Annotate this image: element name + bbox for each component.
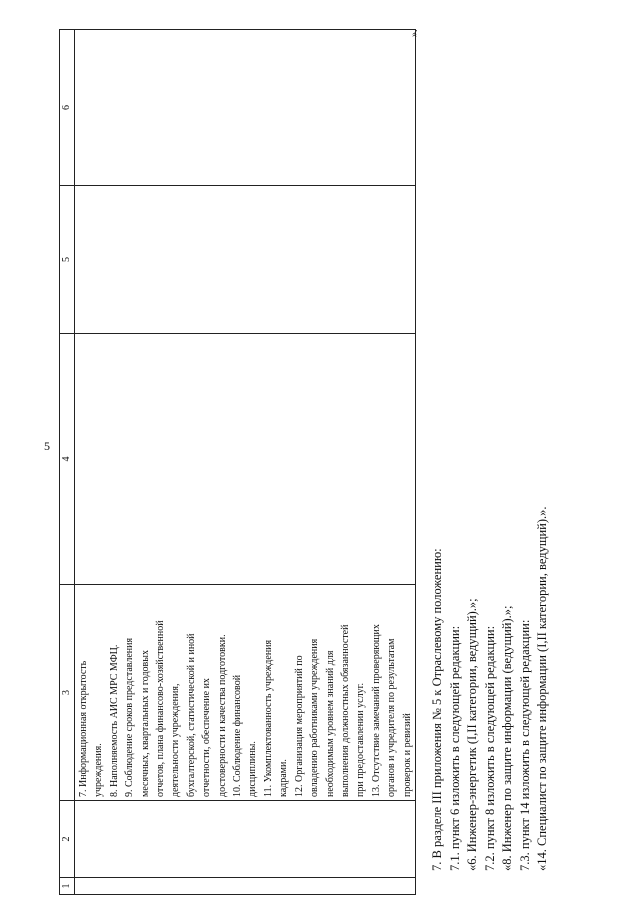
indicator-line: 10. Соблюдение финансовой bbox=[232, 674, 244, 797]
header-col-2: 2 bbox=[60, 801, 75, 878]
amendments-section bbox=[429, 507, 552, 871]
indicator-line: органов и учредителя по результатам bbox=[386, 638, 398, 797]
rotated-page-content bbox=[59, 25, 609, 895]
indicator-line: дисциплины. bbox=[247, 741, 259, 797]
indicator-line: необходимым уровнем знаний для bbox=[324, 650, 336, 797]
indicator-line: 12. Организация мероприятий по bbox=[293, 655, 305, 797]
indicator-line: выполнения должностных обязанностей bbox=[339, 624, 351, 797]
header-col-6: 6 bbox=[60, 30, 75, 186]
indicator-line: достоверности и качества подготовки. bbox=[216, 634, 228, 797]
indicator-line: бухгалтерской, статистической и иной bbox=[185, 633, 197, 797]
table-header-row bbox=[60, 30, 75, 895]
amendment-line: 7. В разделе III приложения № 5 к Отраслевому положению: bbox=[430, 548, 444, 871]
amendment-line: 7.1. пункт 6 изложить в следующей редакции: bbox=[447, 625, 462, 871]
header-col-1: 1 bbox=[60, 878, 75, 895]
indicator-line: учреждения. bbox=[93, 743, 105, 797]
indicator-line: кадрами. bbox=[278, 759, 290, 797]
indicator-line: 8. Наполняемость АИС МРС МФЦ. bbox=[108, 644, 120, 797]
amendment-line: 7.3. пункт 14 изложить в следующей редакции: bbox=[517, 619, 532, 871]
indicators-table bbox=[59, 29, 416, 895]
page-number: 5 bbox=[44, 439, 50, 453]
header-col-3: 3 bbox=[60, 585, 75, 801]
amendment-line: «8. Инженер по защите информации (ведущий).»; bbox=[500, 605, 514, 871]
header-col-4: 4 bbox=[60, 334, 75, 585]
cell-col-3-indicators bbox=[75, 585, 416, 801]
indicator-line: 9. Соблюдение сроков представления bbox=[124, 637, 136, 797]
cell-col-4 bbox=[75, 334, 416, 585]
amendment-line: «6. Инженер-энергетик (I,II категории, ведущий).»; bbox=[465, 598, 479, 871]
cell-col-2 bbox=[75, 801, 416, 878]
indicator-line: месячных, квартальных и годовых bbox=[139, 650, 151, 797]
indicator-line: отчетности, обеспечение их bbox=[201, 678, 213, 797]
indicator-line: проверок и ревизий bbox=[401, 713, 413, 797]
indicator-line: 7. Информационная открытость bbox=[78, 660, 89, 797]
closing-quote-mark: ». bbox=[409, 29, 420, 37]
table-row bbox=[75, 30, 416, 895]
header-col-5: 5 bbox=[60, 186, 75, 334]
indicator-line: при предоставлении услуг. bbox=[355, 682, 367, 797]
indicator-line: отчетов, плана финансово-хозяйственной bbox=[155, 620, 167, 797]
cell-col-6 bbox=[75, 30, 416, 186]
indicator-line: 11. Укомплектованность учреждения bbox=[262, 639, 274, 797]
indicator-line: 13. Отсутствие замечаний проверяющих bbox=[370, 624, 382, 797]
cell-col-1 bbox=[75, 878, 416, 895]
cell-col-5 bbox=[75, 186, 416, 334]
indicator-line: деятельности учреждения, bbox=[170, 683, 182, 797]
amendment-line: «14. Специалист по защите информации (I,II категории, ведущий).». bbox=[535, 506, 549, 871]
amendment-line: 7.2. пункт 8 изложить в следующей редакции: bbox=[482, 625, 497, 871]
indicator-line: овладению работниками учреждения bbox=[309, 638, 321, 797]
